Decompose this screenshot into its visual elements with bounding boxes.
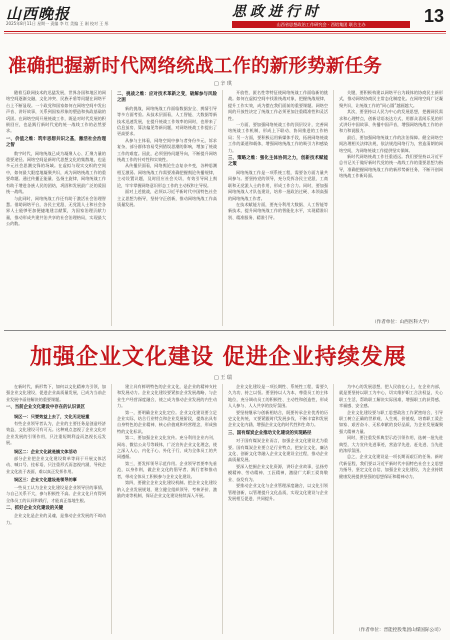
article1-headline: 准确把握新时代网络统战工作的新形势新任务 (8, 56, 383, 77)
article2-byline: □ 王 瑞 (214, 375, 232, 381)
article2-column-4 (339, 384, 443, 624)
paragraph: 第四，要健全企业文化建设机制。把企业文化建设纳入企业发展规划，建立健全组织领导、考核评价、激励约束等机制，保证企业文化建设持续深入开展。 (117, 480, 217, 498)
paragraph: 新的挑战，网络统战工作面临数据安全、舆情引导等多方面考验。从技术层面看，人工智能、大数据等新技术迅速发展，在提升统战工作效率的同时，也带来了信息茧房、算法偏见等新问题，对网络统战工作提出了更高要求。 (117, 105, 217, 137)
paragraph: 与此同时，网络统战工作还有助于激活社会治理智慧。借助网络平台，各民主党派、无党派人士和社会各界人士能够更加便捷地建言献策，为国家治理贡献力量，推动形成共建共治共享的社会治理格局，实现最大公约数。 (6, 195, 106, 227)
paragraph: 随着互联网技术的迅猛发展，世界各国和地区的网络空间逐渐交融，文化冲突、民族矛盾等问题在网络平台上不断显现。一个政党和国家如何在网络空间中发出声音、讲好故事，关系到国家形象的塑造和执政基础的巩固。在网络空间开展统战工作，既是对时代发展的积极回应，也是践行新时代党的统一战线工作的必然要求。 (6, 90, 106, 134)
paragraph: 企业文化是企业的灵魂，是推动企业发展的不竭动力。 (6, 513, 106, 525)
paragraph: 在技术赋能方面，要充分利用大数据、人工智能等新技术，提升网络统战工作的智能化水平，实现精准识别、精准服务、精准引导。 (228, 201, 328, 220)
section-heading: 一、当前企业文化建设中存在的认识误区 (6, 405, 86, 411)
article1-byline: □ 辛 琪 (214, 81, 232, 87)
section-heading: 二、挑战之维：应对技术革新之变，破解参与风险之困 (117, 92, 217, 104)
paragraph: 从传播层面看，网络舆论生态复杂多变，各种思潮相互激荡。网络统战工作需要准确把握舆论传播规律，主动设置议题，及时回应社会关切，有效引导网上舆论，牢牢掌握网络意识形态工作的主动权和主导权。 (117, 163, 217, 188)
newspaper-logo: 山西晚报 (6, 5, 71, 23)
column-title: 思政进行时 (232, 4, 322, 20)
paragraph: 同时，要注重发挥典型示范引领作用，选树一批先进典型，大力宣传先进事迹，营造学先进、赶先进、当先进的浓厚氛围。 (339, 435, 443, 454)
subsection-heading: 误区一：只要效益上去了，文化无足轻重 (14, 413, 90, 419)
paragraph: 第二，要加强企业文化宣传。充分利用企业内刊、网站、微信公众号等载体，广泛宣传企业文化理念，使之深入人心，内化于心、外化于行，成为全体员工的共同遵循。 (117, 435, 217, 460)
column-divider (222, 384, 223, 634)
masthead (0, 0, 450, 30)
column-divider (222, 90, 223, 326)
article-divider (4, 330, 446, 331)
paragraph: 数字时代，网络统战已成为凝聚人心、汇聚力量的重要途径。网络空间是新时代思想文化的集散地，也是多元社会思潮交锋的场域。在虚拟与现实交织的空间中，如何最大限度地凝聚共识，成为网络统战工作的重要命题。通过传播正能量、弘扬主旋律，网络统战工作有助于增进各族人民的团结，巩固和发展最广泛的爱国统一战线。 (6, 150, 106, 195)
paragraph: 为中心的发展思想，把人民放在心上，在企业内部，就是要坚持以职工为中心，切实维护职工合法权益，关心职工生活，帮助职工解决实际困难，增强职工的获得感、幸福感、安全感。 (339, 384, 443, 409)
column-divider (333, 90, 334, 326)
paragraph: 开放性、匿名性等特征使网络统战工作面临新的挑战。如何在虚拟空间中找准统战对象，把握统战规律，提升工作实效，成为摆在我们面前的重要课题。网络空间的开放性决定了统战工作必须更加注重精准性和灵活性。 (228, 90, 328, 121)
section-heading: 三、国有煤炭企业推动文化建设的实现路径 (228, 430, 312, 436)
paragraph: 网络统战工作是一项系统工程，需要各方面力量共同参与。要坚持党的领导，充分发挥各民主党派、工商联和无党派人士的作用，形成工作合力。同时，要加强网络统战人才队伍建设，培养一批政治过硬、本领高强的网络统战工作者。 (228, 169, 328, 201)
header-rule-thin (4, 33, 446, 34)
paragraph: 一方面，要加强网络统战工作的顶层设计，完善网络统战工作机制，形成上下联动、协同推进的工作格局；另一方面，要积极运用新媒体手段，拓展网络统战工作的渠道和载体，增强网络统战工作的吸引力和感染力。 (228, 122, 328, 153)
article2-author-note: （作者单位：晋能控股集团山煤国际公司） (356, 628, 444, 633)
article1-column-1 (6, 90, 106, 326)
column-divider (111, 90, 112, 326)
section-heading: 一、价值之维：筑牢思想共识之基，激活社会治理之智 (6, 136, 106, 149)
paragraph: 第三，要发挥领导示范作用。企业领导者要率先垂范，以身作则，做企业文化的倡导者、践行者和推动者，带动全体员工积极参与企业文化建设。 (117, 460, 217, 479)
article1-column-4 (339, 90, 443, 316)
article1-column-3 (228, 90, 328, 326)
paragraph: 第一，要明确企业文化定位。企业文化建设要立足企业实际，结合行业特点和企业发展阶段，提炼出具有自身特色的企业精神、核心价值观和经营理念，形成独特的文化标识。 (117, 409, 217, 434)
paragraph: 其次，要坚持以人民为中心的发展思想，把握网民需求和心理特点，创新话语表达方式，用群众喜闻乐见的形式讲好中国故事、传播中国声音，增强网络统战工作的亲和力和说服力。 (339, 109, 443, 134)
column-subtitle-bar: 山西省思想政治工作研究会 · 西铝集团 联合主办 (232, 21, 410, 28)
paragraph: 最后，要加强网络统战工作的法治保障。健全网络空间治理相关法律法规，依法规范网络行为，营造清朗的网络空间，为网络统战工作提供坚实保障。 (339, 134, 443, 153)
paragraph: 企业文化建设要与职工思想政治工作紧密结合，引导职工树立正确的世界观、人生观、价值观，培育职工爱企如家、艰苦奋斗、无私奉献的良好品质，为企业发展凝聚强大精神力量。 (339, 409, 443, 434)
paragraph: 有些企业领导者认为，企业的主要任务是创造经济效益，文化建设可有可无。这种观点忽视了企业文化对企业发展的引领作用，只注重短期利益而忽视长远发展。 (6, 421, 106, 446)
page-number: 13 (424, 6, 445, 26)
dateline: 2025年8月11日 星期一 责编 李 红 美编 王 刚 校对 王 彤 (6, 21, 109, 26)
column-divider (111, 384, 112, 634)
column-divider (333, 384, 334, 634)
article1-author-note: （作者单位：山西医科大学） (372, 320, 432, 325)
article2-column-3 (228, 384, 328, 634)
header-rule (4, 31, 446, 32)
paragraph: 总之，企业文化建设是一项长期而艰巨的任务。新时代新征程，我们要以习近平新时代中国特色社会主义思想为指导，坚定文化自信，加强企业文化建设，为企业持续健康发展提供坚强的思想保证和精神动力。 (339, 454, 443, 479)
paragraph: 对于国有煤炭企业而言，加强企业文化建设尤为重要。国有煤炭企业要立足行业特点，把安全文化、廉洁文化、创新文化等融入企业文化建设全过程，推动企业高质量发展。 (228, 438, 328, 463)
paragraph: 企业文化建设是一项长期性、系统性工程，需要久久为功、持之以恒。要坚持以人为本，尊重员工的主体地位，充分调动员工的积极性、主动性和创造性，形成人人参与、人人共享的良好氛围。 (228, 384, 328, 409)
paragraph: 要坚持继承与创新相结合，既要传承企业优秀的历史文化传统，又要紧跟时代发展步伐，不断丰富和发展企业文化内涵，增强企业文化的时代性和生命力。 (228, 409, 328, 428)
article2-column-2 (117, 384, 217, 634)
paragraph: 要深入挖掘企业文化资源，讲好企业故事，弘扬劳模精神、劳动精神、工匠精神，激励广大职工爱岗敬业、奋发有为。 (228, 463, 328, 482)
paragraph: 在新时代，新形势下，如何以文化精神为引领，加强企业文化建设，促进企业高质量发展，已成为当前企业发展中亟待解决的重要课题。 (6, 384, 106, 402)
paragraph: 一些员工认为企业文化建设是企业领导层的事情，与自己关系不大，参与积极性不高。企业文化只有得到全体员工的认同和践行，才能真正落地生根。 (6, 484, 106, 503)
article1-column-2 (117, 90, 217, 326)
paragraph: 要推动企业文化与企业管理深度融合，以文化引领管理创新，以管理提升文化品质，实现文化建设与企业发展相互促进、共同提升。 (228, 483, 328, 501)
paragraph: 面对上述挑战，必须以习近平新时代中国特色社会主义思想为指导，坚持守正创新，推动网络统战工作高质量发展。 (117, 189, 217, 207)
subsection-heading: 误区三：企业文化建设是领导的事 (14, 477, 77, 483)
section-heading: 三、策略之维：强化主体协同之力，创新技术赋能之策 (228, 156, 328, 168)
article2-headline: 加强企业文化建设 促进企业持续发展 (30, 345, 407, 370)
paragraph: 部分企业把企业文化建设简单等同于开展文体活动、喊口号、挂标语，只注重形式而忽视内涵，导致企业文化流于表面，难以真正发挥作用。 (6, 456, 106, 474)
section-heading: 二、抓好企业文化建设的关键 (6, 505, 64, 511)
paragraph: 从参与主体看，网络空间中参与者身份多元、诉求复杂，部分群体容易受到错误思潮的影响，增加了统战工作的难度。因此，必须坚持问题导向，不断提升网络统战工作的针对性和实效性。 (117, 137, 217, 163)
paragraph: 新时代网络统战工作任重道远。我们要坚持以习近平总书记关于做好新时代党的统一战线工作的重要思想为指导，准确把握网络统战工作的新形势新任务，不断开创网络统战工作新局面。 (339, 154, 443, 179)
paragraph: 建立具有鲜明特色的企业文化，是企业的精神支柱和发展动力。企业文化建设要紧扣企业发展战略，与企业生产经营深度融合，使之成为推动企业发展的内生动力。 (117, 384, 217, 409)
article2-column-1 (6, 384, 106, 634)
subsection-heading: 误区二：企业文化就是搞文体活动 (14, 448, 77, 454)
paragraph: 关键，要积极构建以网络平台为载体的协商民主新形式，推动网络协商民主常态化制度化。在网络空间广泛凝聚共识，让统战工作的“同心圆”越画越大。 (339, 90, 443, 108)
